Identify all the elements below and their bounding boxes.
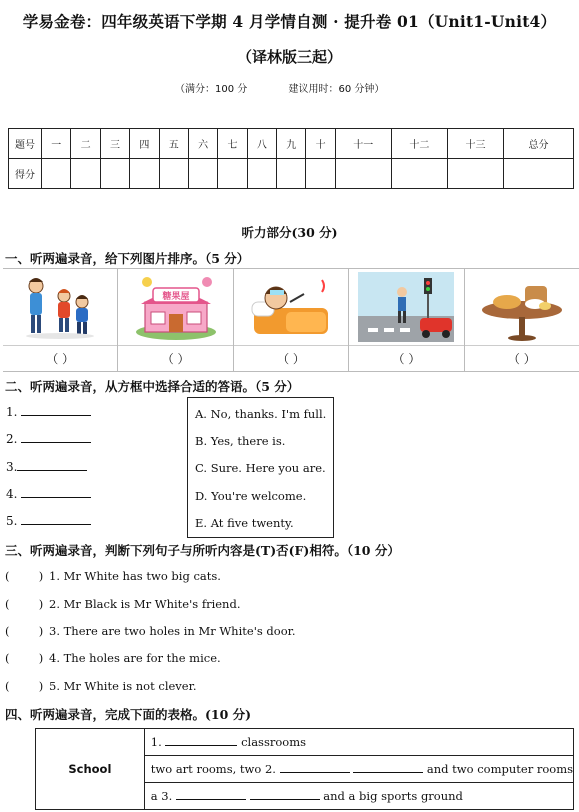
- score-col-11: 十一: [335, 129, 391, 159]
- picture-cell-5: [465, 269, 579, 371]
- item-number: 1.: [6, 405, 18, 419]
- svg-text:糖果屋: 糖果屋: [162, 292, 190, 302]
- score-cell[interactable]: [159, 159, 188, 189]
- score-table-row2-label: 得分: [9, 159, 42, 189]
- score-cell[interactable]: [335, 159, 391, 189]
- score-col-10: 十: [306, 129, 335, 159]
- answer-paren-4[interactable]: （ ）: [392, 352, 421, 366]
- score-col-13: 十三: [447, 129, 503, 159]
- score-col-1: 一: [42, 129, 71, 159]
- part2-item-1: [6, 405, 91, 419]
- page-subtitle: （译林版三起）: [236, 48, 342, 66]
- item-number: 4.: [6, 487, 18, 501]
- score-col-7: 七: [218, 129, 247, 159]
- picture-divider: [465, 345, 579, 346]
- blank-number: 1.: [150, 735, 162, 749]
- score-col-total: 总分: [504, 129, 574, 159]
- statement-text: 1. Mr White has two big cats.: [49, 569, 221, 583]
- answer-blank[interactable]: [17, 460, 87, 471]
- part3-item-1: [5, 569, 221, 583]
- score-col-3: 三: [100, 129, 129, 159]
- school-cell-2: [144, 756, 573, 783]
- score-table-header-row: [9, 129, 574, 159]
- tf-answer-paren[interactable]: ( ): [5, 597, 44, 611]
- school-row-1: [36, 729, 574, 756]
- answer-blank[interactable]: [21, 405, 91, 416]
- part3-item-2: [5, 597, 240, 611]
- part3-heading: 三、听两遍录音，判断下列句子与所听内容是(T)否(F)相符。（10 分）: [5, 543, 400, 558]
- answer-blank[interactable]: [21, 514, 91, 525]
- score-cell[interactable]: [391, 159, 447, 189]
- answer-paren-3[interactable]: （ ）: [277, 352, 305, 366]
- answer-blank[interactable]: [165, 735, 237, 746]
- score-cell[interactable]: [42, 159, 71, 189]
- picture-cell-3: [234, 269, 349, 371]
- score-col-8: 八: [247, 129, 276, 159]
- score-cell[interactable]: [277, 159, 306, 189]
- score-col-9: 九: [277, 129, 306, 159]
- tf-answer-paren[interactable]: ( ): [5, 679, 44, 693]
- cell-text: two art rooms, two 2.: [150, 762, 276, 776]
- tf-answer-paren[interactable]: ( ): [5, 624, 44, 638]
- family-icon: [20, 272, 100, 342]
- school-cell-1: [144, 729, 573, 756]
- item-number: 5.: [6, 514, 18, 528]
- part1-heading: 一、听两遍录音，给下列图片排序。（5 分）: [5, 251, 250, 266]
- cell-text: and two computer rooms: [426, 762, 573, 776]
- picture-divider: [349, 345, 463, 346]
- score-table-score-row: [9, 159, 574, 189]
- part3-item-3: [5, 624, 296, 638]
- statement-text: 2. Mr Black is Mr White's friend.: [49, 597, 241, 611]
- answer-blank[interactable]: [21, 487, 91, 498]
- shop-building-icon: [131, 272, 221, 342]
- options-box: [187, 397, 334, 538]
- score-cell[interactable]: [100, 159, 129, 189]
- score-col-4: 四: [130, 129, 159, 159]
- part2-item-3: [6, 460, 87, 474]
- part2-heading: 二、听两遍录音，从方框中选择合适的答语。（5 分）: [5, 379, 300, 394]
- answer-blank[interactable]: [176, 789, 246, 800]
- score-table-row1-label: 题号: [9, 129, 42, 159]
- exam-meta: [175, 80, 384, 95]
- score-col-6: 六: [188, 129, 217, 159]
- option-a: A. No, thanks. I'm full.: [195, 407, 327, 421]
- answer-paren-5[interactable]: （ ）: [507, 352, 536, 366]
- picture-cell-1: [3, 269, 118, 371]
- school-cell-3: [144, 783, 573, 810]
- picture-divider: [3, 345, 117, 346]
- suggested-time: 建议用时：60 分钟）: [288, 84, 385, 95]
- answer-paren-1[interactable]: （ ）: [46, 352, 75, 366]
- bread-table-icon: [477, 272, 567, 342]
- part2-item-4: [6, 487, 91, 501]
- score-cell[interactable]: [447, 159, 503, 189]
- score-cell-total[interactable]: [504, 159, 574, 189]
- picture-cell-4: [349, 269, 464, 371]
- option-c: C. Sure. Here you are.: [195, 461, 326, 475]
- part4-heading: 四、听两遍录音，完成下面的表格。(10 分): [5, 707, 252, 722]
- score-cell[interactable]: [306, 159, 335, 189]
- answer-blank[interactable]: [280, 762, 350, 773]
- score-cell[interactable]: [188, 159, 217, 189]
- street-crossing-icon: [358, 272, 454, 342]
- tf-answer-paren[interactable]: ( ): [5, 569, 44, 583]
- answer-paren-2[interactable]: （ ）: [161, 352, 190, 366]
- picture-row: [3, 268, 579, 372]
- statement-text: 3. There are two holes in Mr White's door.: [49, 624, 296, 638]
- picture-divider: [234, 345, 348, 346]
- score-col-12: 十二: [391, 129, 447, 159]
- sick-boy-icon: [246, 272, 336, 342]
- picture-divider: [118, 345, 232, 346]
- answer-blank[interactable]: [250, 789, 320, 800]
- item-number: 2.: [6, 432, 18, 446]
- cell-text: a 3.: [150, 789, 173, 803]
- school-label: School: [36, 729, 145, 810]
- part2-item-5: [6, 514, 91, 528]
- score-col-5: 五: [159, 129, 188, 159]
- score-cell[interactable]: [71, 159, 100, 189]
- statement-text: 4. The holes are for the mice.: [49, 651, 221, 665]
- page-title: 学易金卷：四年级英语下学期 4 月学情自测 · 提升卷 01（Unit1-Unit4）: [22, 12, 557, 31]
- cell-text: and a big sports ground: [323, 789, 463, 803]
- score-cell[interactable]: [130, 159, 159, 189]
- score-cell[interactable]: [218, 159, 247, 189]
- score-cell[interactable]: [247, 159, 276, 189]
- score-col-2: 二: [71, 129, 100, 159]
- tf-answer-paren[interactable]: ( ): [5, 651, 44, 665]
- score-table: [8, 128, 574, 189]
- part3-item-4: [5, 651, 221, 665]
- full-marks: （满分：100 分: [175, 84, 248, 95]
- option-d: D. You're welcome.: [195, 489, 307, 503]
- option-b: B. Yes, there is.: [195, 434, 286, 448]
- picture-cell-2: [118, 269, 233, 371]
- listening-section-title: 听力部分(30 分): [241, 225, 338, 240]
- statement-text: 5. Mr White is not clever.: [49, 679, 197, 693]
- part2-item-2: [6, 432, 91, 446]
- part3-item-5: [5, 679, 197, 693]
- item-number: 3.: [6, 460, 18, 474]
- cell-text: classrooms: [241, 735, 307, 749]
- answer-blank[interactable]: [353, 762, 423, 773]
- option-e: E. At five twenty.: [195, 516, 294, 530]
- school-table: [35, 728, 574, 810]
- answer-blank[interactable]: [21, 432, 91, 443]
